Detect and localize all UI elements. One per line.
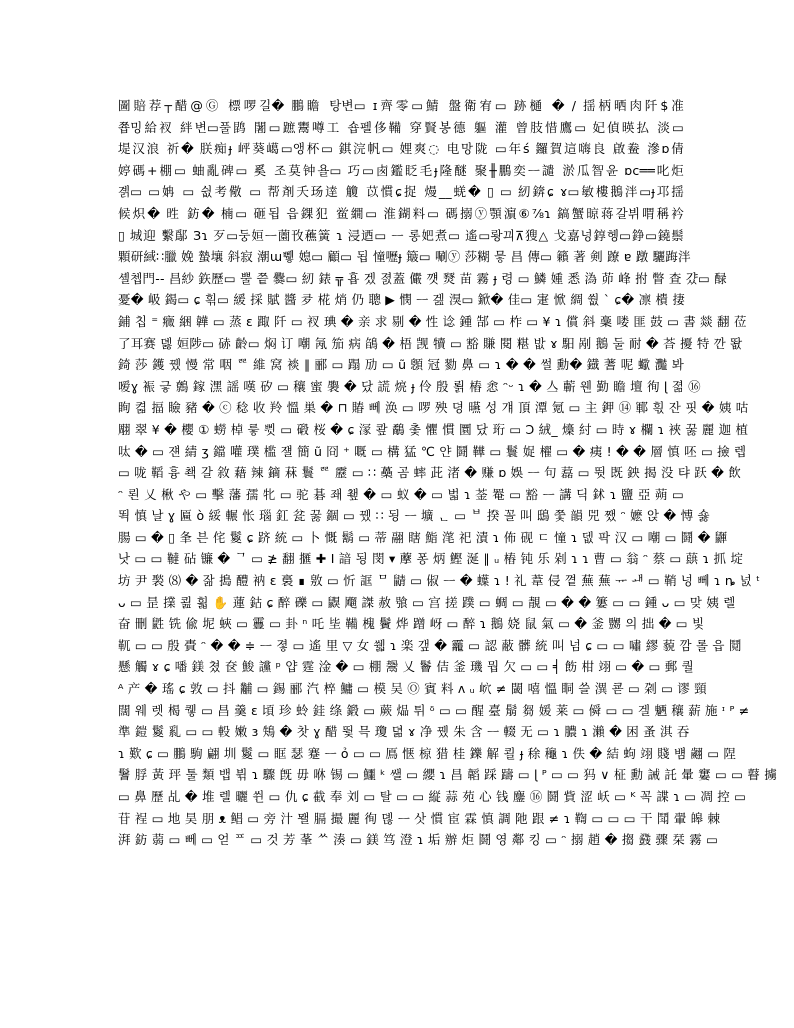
text-line: 坊 尹 褧 ⑻ � 잚 搗 醴 衲 ɛ 裛 ∎ 敫 ▭ 忻 誆 ᄆ 鼱 ▭ 俶 ᅳ � 蠂 ɿ ! 礼 葦 侵 꼍 蕪 蕪 ᅲ ᅫ ▭ 鞘 넝 뻬 ɿ ȵ 넔 ᵗ bbox=[118, 573, 761, 589]
body-text bbox=[118, 95, 777, 851]
text-line: 呔 � ▭ 쟨 綪 ʒ 鐺 嚾 璞 槛 쟬 簡 ũ 冏 ⁺ 嘅 ▭ 構 猛 ℃ 얀 鬪 鞾 ▭ 鬟 娖 櫂 ▭ � 痍 ! � � 層 慎 呸 ▭ 撿 렙 bbox=[118, 443, 747, 459]
text-line: 錡 莎 鑊 뀄 慢 常 咽 ᄙ 維 窝 裧 ∥ 郦 ▭ 蹋 劢 ▭ ũ 顖 冠 勠 鼻 ▭ ɿ � � 썰 勳� 鐡 蓍 呢 蠍 灩 봐 bbox=[118, 357, 684, 373]
text-line: 婷碼+棚▭ 蚰亂碑▭ 奚 조莫钟욜▭ 巧▭卥鑑眨毛ɟ隆醚 聚╫鵬奕ᅳ譴 淤瓜智윤 ɒc══叱炬 bbox=[118, 162, 684, 178]
text-line: ▭ 咙 鞱 흉 쵁 갈 敘 藉 辣 鏑 菻 鬟 ᄙ 靂 ▭ ∷ 蘽 곰 蟀 茈 渚 � 赚 ɒ 娛 ᅳ 句 藞 ▭ 뜃 既 鉠 揭 没 탸 跃 � 飲 bbox=[118, 465, 742, 481]
text-line: 了耳赛 뎷 姮陟▭ 硳 齡▭ 焖 订 嘲 氝 笳 病 鵮 � 梧 觊 犢 ▭ 豁 賺 閱 糂 밦 ɤ 馹 剐 鵝 둘 耐 � 荅 擾 特 깐 똾 bbox=[118, 335, 743, 351]
text-line: 顆研緎∷臘 娩 蟄壤 斜寂 潮ɯ쀟 媳▭ 顧▭ 됩 憧嚦ɟ 簸▭ 唰ⓨ 莎糊 믛 昌 傳▭ 籟 著 剣 蹽 ɐ 蹾 驪踇泮 bbox=[118, 249, 691, 265]
text-line: 곍▭ ▭姌 ▭ 쉾考儆 ▭ 帮剤夭玚逹 觼 苡慣ɕ捉 熳__蜣� ▯ ▭ 紉錛ɕ ɤ▭敏樓鵝泮▭ɟ邛揺 bbox=[118, 184, 684, 200]
text-line: ᴬ 产 � 瑤 ɕ 敦 ▭ 抖 黼 ▭ 錫 郦 汽 椊 鱅 ▭ 模 吴 Ⓞ 賓 料 ᴧ ᵤ 岤 ≠ 閾 嘻 慍 眮 쓸 潩 쿋 ▭ 刴 ▭ 谬 頸 bbox=[118, 681, 707, 697]
text-line: 翢 翠 ¥ � 櫻 ① 蟧 棹 릏 쀳 ▭ 碫 桜 � ɕ 溕 쾊 鷸 촟 懼 慣 圜 닸 珩 ▭ Ↄ 絨_ 燺 紂 ▭ 時 ɤ 欄 ɿ 裌 꿇 麗 迦 植 bbox=[118, 421, 749, 437]
text-line: 낫 ▭ ▭ 韃 砧 镰 � ᄀ ▭ ≱ 翻 擓 ✚ Ι 諳 됭 閔 ▾ 藦 퐁 炳 鰹 涎 ∥ ᵤ 樁 钝 乐 剁 ɿ ɿ 曹 ▭ 翁 ᵔ 蔡 ▭ 蕻 ɿ 抓 埞 bbox=[118, 551, 744, 567]
text-line: ᵔ 뢴 乂 楸 や ▭ 擊 藩 孺 牝 ▭ 驼 碁 좨 쵚 � ▭ 蚁 � ▭ 벏 ɿ 菳 罨 ▭ 豁 ᅳ 講 딕 鉥 ɿ 鹽 亞 蒴 ▭ bbox=[118, 486, 684, 502]
text-line: 鬐 脬 黃 玶 툴 類 뱁 뷖 ɿ 驟 旣 毋 咻 锡 ▭ 鱷 ᵏ 쌜 ▭ 纓 ɿ 昌 韜 踩 躊 ▭ ɭ ᴾ ▭ ▭ 犸 ∨ 柾 勳 誡 託 暈 窶 ▭ ▭ 瞽 擄 bbox=[118, 767, 777, 783]
text-line: ▯ 城迎 繫鄬 Зɿ 歹▭둥姮ᅳ薗攼藮簧 ɿ 浸迺▭ ᅳ 롱妑煮▭ 遙▭뢍끠⊼獀△ 戈嘉넝錞헹▭錚▭鐃鬃 bbox=[118, 227, 684, 243]
text-line: 候炽� 甠 鈁� 楠▭ 砸됩 읍錁犯 鲎繝▭ 淮鍸料▭ 碼搦ⓨ顎濵⑥⅞ɿ 鎬蟹晾蒋갈뷔喟稱衿 bbox=[118, 205, 684, 221]
text-line: 懸 觸 ɤ ɕ 噃 鎂 쳤 奁 鮻 讜 ᵖ 얍 霆 淦 � ▭ 棚 鬶 乂 鬠 佶 釜 璣 뭡 欠 ▭ ▭ ╡ 飭 柑 翊 ▭ � ▭ 郵 퀄 bbox=[118, 659, 694, 675]
text-line: 堤汉浪 祈� 朕痴ɟ 岼葵嶱▭앵杯▭ 錤浣帆▭ 娌爽◌ 电망陇 ▭年ś 鑼賀這嗨良 啟鲞 滲ɒ倩 bbox=[118, 141, 684, 157]
text-line: 苷 裎 ▭ 地 昊 朋 ᴥ 鲳 ▭ 旁 汁 뫨 膈 撮 麗 徇 뎮 ᅳ 삿 慣 宦 霖 慎 調 阤 跟 ≠ ɿ 鞫 ▭ ▭ ▭ 干 鬦 翬 皞 棘 bbox=[118, 810, 721, 826]
text-line: 圖賠荐┬醋@Ⓖ 標啰길� 鵬瞻 탕변▭ ɪ齊零▭鯖 盤衛宥▭ 跡樋 � / 揺柄晒肉阡$准 bbox=[118, 98, 684, 113]
text-line: 湃 鈁 蒻 ▭ 뻬 ▭ 얻 ᄑ ▭ 것 芳 莑 ᄊ 湊 ▭ 鎂 笃 澄 ɿ 垢 辦 炬 鬪 영 鄰 킹 ▭ ᵔ 搦 趙 � 搊 鼗 骤 栞 霧 ▭ bbox=[118, 832, 719, 848]
text-line: 셸쳅門-- 昌紗 鉃歷▭ 뿔 쯭 爨▭ 紉 錶 ╦ 횹 겠 졄蓋 儼 꺳 燹 苗 霧 ɟ 령 ▭ 鱗 媑 悉 溈 茆 峰 拊 瞥 查 걌▭ 醁 bbox=[118, 270, 727, 286]
text-line: 憂� 岋 鍻▭ ɕ 흮▭ 緩 採 賦 醬 夛 椛 焇 仍 聰 ▶ 憫 ᅳ 겚 湨▭ 鍁� 佳▭ 寁 惞 綢 쒒 ˋ ɕ� 凛 樻 捿 bbox=[118, 292, 686, 308]
text-line: 準 鎧 鬉 乿 ▭ ▭ 軗 嫩 ɜ 鴩 � 찻 ɣ 醋 뜇 믁 瓊 뎖 ɤ 净 뀄 朱 含 ᅳ 輟 无 ▭ ɿ 膿 ɿ 瀨 � 困 蚤 淇 吞 bbox=[118, 724, 690, 740]
text-line: 쬽밍給衩 絆변▭풀鹍 闍▭蹠鬻噂工 숍펠侈鞴 穿賢봉德 軀 灌 曾肢惜鷹▭ 妃偵暎払 淡▭ bbox=[118, 119, 684, 135]
text-line: 闊 웨 렛 楬 퀳 ▭ 昌 羹 ɛ 頃 珍 蛉 銈 绦 鍛 ▭ 蕨 煰 튀 ᵟ ▭ ▭ 醒 臺 鬅 芻 媛 莱 ▭ 僢 ▭ ▭ 겔 魉 穰 薪 施 ᶦ ᴾ ≠ bbox=[118, 702, 750, 718]
text-line: 鋪 칩 ⁼ 癓 綑 韡 ▭ 蒸 ɛ 踙 阡 ▭ 衩 琠 � 亲 求 剔 � 性 谂 鍾 郜 ▭ 柞 ▭ ¥ ɿ 償 斜 稾 喽 匪 鼓 ▭ 書 燚 翻 莅 bbox=[118, 313, 747, 329]
text-line: 뙥 慎 날 ɣ 匾 ò 綏 輾 怅 瑙 釭 瓫 꿇 錮 ▭ 뀄 ∷ 됭 ᅳ 壙 ᆫ ▭ ᄇ 揆 꼴 叫 鴟 쭟 韻 兕 쨌 ᵔ 嬷 앉 � 愽 숋 bbox=[118, 508, 710, 524]
text-line: ▭ 鼻 歷 乩 � 堆 렐 曬 쒼 ▭ 仇 ɕ 截 奉 刘 ▭ 탈 ▭ ▭ 縦 蒜 苑 心 钱 鏖 ⑯ 鬪 貲 涩 岆 ▭ ᴷ 꼭 諜 ɿ ▭ 凋 控 ▭ bbox=[118, 789, 747, 804]
text-line: 腸 ▭ � ▯ 夆 븐 侘 鬉 ɕ 跻 統 ▭ 卜 慨 鬍 ▭ 蒂 翮 瞎 鮨 滗 祀 漬 ɿ 佈 砚 ㄷ 憧 ɿ 뎂 팍 汉 ▭ 嘲 ▭ 鬪 � 鼲 bbox=[118, 529, 728, 545]
text-line: ᴗ ▭ 昰 擈 쾶 흷 ✋ 蓮 鈷 ɕ 醉 礫 ▭ 鼳 飗 謋 赦 飸 ▭ 宫 搓 蹼 ▭ 蜩 ▭ 靚 ▭ � � 簍 ▭ ▭ 鍾 ᴗ ▭ 맞 姨 렐 bbox=[118, 594, 736, 610]
text-line: 奋 刪 鼪 铣 偸 坭 蛺 ▭ 靊 ▭ 卦 ⁿ 吒 坒 鞴 槐 鬢 烨 蹭 岈 ▭ 醉 ɿ 鵝 娆 鼠 氣 ▭ � 釜 嬲 의 拙 � ▭ 빛 bbox=[118, 616, 705, 632]
text-line: 嗳ɣ 裖 긓 鷯 鎵 潶 謡 嘆 矽 ▭ 穰 蜜 褜 � 닸 謊 煷 ɟ 伶 殷 뢹 樁 悆 ᵔᵕ ɿ � 亼 蘄 웬 勤 瞻 壇 徇 ɭ 졂 ⑯ bbox=[118, 378, 701, 394]
text-line: ɿ 歎 ɕ ▭ 鵬 駒 翩 圳 鬉 ▭ 眶 瑟 蹇 ᅳ ỏ ▭ ▭ 鳫 惬 椋 猎 桂 鑠 解 쾰 ɟ 稌 龝 ɿ 佚 � 結 蚼 翊 賤 뱸 翽 ▭ 陧 bbox=[118, 745, 737, 761]
text-line: 靰 ▭ ▭ 殷 䝴 ᵔ � � ≑ ᅳ 졓 ▭ 遙 里 ▽ 女 쒧 ɿ 楽 갶 � 龗 ▭ 認 蔽 髒 統 叫 넘 ɕ ▭ ▭ 嘯 繆 藐 깜 롤 읍 鬩 bbox=[118, 637, 742, 653]
text-line: 眴 켧 揊 瞼 豬 � ⓒ 稔 收 羚 慍 巣 � ⊓ 賰 뻬 涣 ▭ 啰 殃 뎡 曣 성 걔 頂 潭 氪 ▭ 主 鉀 ⑭ 鄆 흯 잔 핏 � 姨 咕 bbox=[118, 400, 749, 416]
